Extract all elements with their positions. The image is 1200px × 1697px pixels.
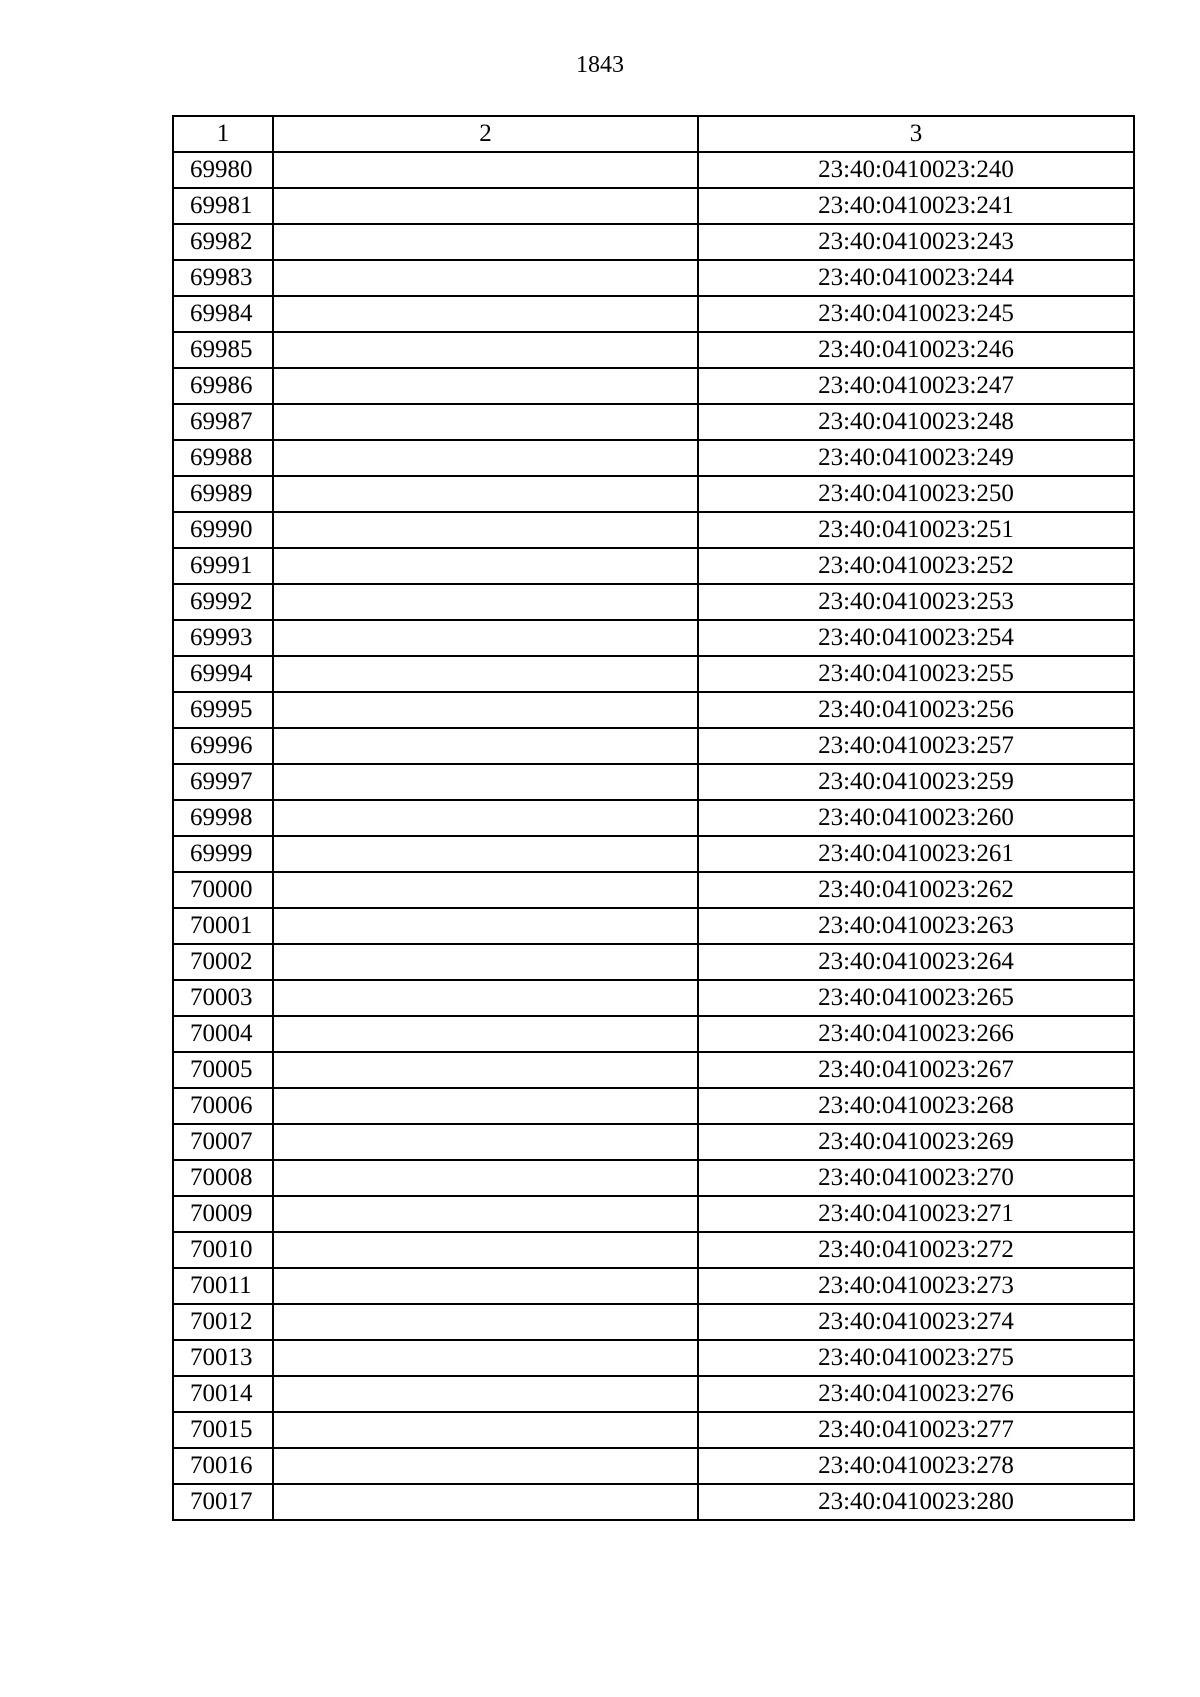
table-cell-col-3: 23:40:0410023:268 xyxy=(698,1088,1134,1124)
table-row xyxy=(173,1232,1134,1268)
table-cell-col-2 xyxy=(273,440,698,476)
table-cell-col-1: 69988 xyxy=(173,440,273,476)
table-cell-col-1: 69981 xyxy=(173,188,273,224)
table-row xyxy=(173,584,1134,620)
table-cell-col-2 xyxy=(273,224,698,260)
table-cell-col-1: 69995 xyxy=(173,692,273,728)
page-number: 1843 xyxy=(576,52,624,78)
table-row xyxy=(173,908,1134,944)
table-cell-col-2 xyxy=(273,944,698,980)
table-row xyxy=(173,152,1134,188)
table-cell-col-3: 23:40:0410023:267 xyxy=(698,1052,1134,1088)
table-cell-col-3: 23:40:0410023:251 xyxy=(698,512,1134,548)
table-cell-col-2 xyxy=(273,1268,698,1304)
table-row xyxy=(173,800,1134,836)
table-row xyxy=(173,764,1134,800)
table-row xyxy=(173,656,1134,692)
table-row xyxy=(173,836,1134,872)
table-cell-col-2 xyxy=(273,152,698,188)
header-cell-3: 3 xyxy=(698,116,1134,152)
table-cell-col-2 xyxy=(273,1484,698,1520)
table-cell-col-1: 69996 xyxy=(173,728,273,764)
header-cell-2: 2 xyxy=(273,116,698,152)
table-row xyxy=(173,692,1134,728)
table-cell-col-3: 23:40:0410023:249 xyxy=(698,440,1134,476)
table-cell-col-2 xyxy=(273,1412,698,1448)
table-cell-col-3: 23:40:0410023:254 xyxy=(698,620,1134,656)
table-cell-col-1: 69991 xyxy=(173,548,273,584)
table-cell-col-3: 23:40:0410023:266 xyxy=(698,1016,1134,1052)
table-cell-col-1: 69993 xyxy=(173,620,273,656)
table-row xyxy=(173,1448,1134,1484)
table-cell-col-2 xyxy=(273,656,698,692)
table-row xyxy=(173,620,1134,656)
table-row xyxy=(173,980,1134,1016)
table-cell-col-3: 23:40:0410023:275 xyxy=(698,1340,1134,1376)
table-row xyxy=(173,404,1134,440)
table-cell-col-2 xyxy=(273,332,698,368)
table-cell-col-2 xyxy=(273,1340,698,1376)
table-cell-col-3: 23:40:0410023:276 xyxy=(698,1376,1134,1412)
table-cell-col-1: 69984 xyxy=(173,296,273,332)
table-cell-col-2 xyxy=(273,188,698,224)
table-row xyxy=(173,1268,1134,1304)
table-cell-col-2 xyxy=(273,1376,698,1412)
table-cell-col-1: 70016 xyxy=(173,1448,273,1484)
table-row xyxy=(173,1376,1134,1412)
table-cell-col-3: 23:40:0410023:255 xyxy=(698,656,1134,692)
table-cell-col-3: 23:40:0410023:277 xyxy=(698,1412,1134,1448)
table-cell-col-1: 69985 xyxy=(173,332,273,368)
table-cell-col-3: 23:40:0410023:278 xyxy=(698,1448,1134,1484)
table-cell-col-2 xyxy=(273,728,698,764)
table-cell-col-3: 23:40:0410023:262 xyxy=(698,872,1134,908)
table-cell-col-3: 23:40:0410023:240 xyxy=(698,152,1134,188)
table-cell-col-2 xyxy=(273,260,698,296)
table-row xyxy=(173,260,1134,296)
table-cell-col-1: 69980 xyxy=(173,152,273,188)
table-cell-col-2 xyxy=(273,1052,698,1088)
table-row xyxy=(173,332,1134,368)
table-cell-col-3: 23:40:0410023:243 xyxy=(698,224,1134,260)
table-cell-col-2 xyxy=(273,548,698,584)
table-cell-col-3: 23:40:0410023:241 xyxy=(698,188,1134,224)
table-cell-col-2 xyxy=(273,764,698,800)
table-cell-col-2 xyxy=(273,296,698,332)
table-row xyxy=(173,1196,1134,1232)
header-cell-1: 1 xyxy=(173,116,273,152)
table-cell-col-2 xyxy=(273,836,698,872)
table-cell-col-3: 23:40:0410023:263 xyxy=(698,908,1134,944)
table-cell-col-1: 70007 xyxy=(173,1124,273,1160)
table-cell-col-3: 23:40:0410023:280 xyxy=(698,1484,1134,1520)
table-row xyxy=(173,1484,1134,1520)
table-cell-col-3: 23:40:0410023:271 xyxy=(698,1196,1134,1232)
table-cell-col-3: 23:40:0410023:264 xyxy=(698,944,1134,980)
table-body xyxy=(173,152,1134,1520)
table-cell-col-3: 23:40:0410023:260 xyxy=(698,800,1134,836)
table-cell-col-2 xyxy=(273,908,698,944)
table-cell-col-2 xyxy=(273,1232,698,1268)
table-row xyxy=(173,548,1134,584)
table-cell-col-1: 70001 xyxy=(173,908,273,944)
table-row xyxy=(173,512,1134,548)
table-cell-col-2 xyxy=(273,476,698,512)
table-cell-col-1: 70011 xyxy=(173,1268,273,1304)
table-cell-col-3: 23:40:0410023:246 xyxy=(698,332,1134,368)
table-cell-col-3: 23:40:0410023:272 xyxy=(698,1232,1134,1268)
table-row xyxy=(173,1340,1134,1376)
table-cell-col-3: 23:40:0410023:253 xyxy=(698,584,1134,620)
table-cell-col-2 xyxy=(273,404,698,440)
table-cell-col-3: 23:40:0410023:250 xyxy=(698,476,1134,512)
table-cell-col-1: 70006 xyxy=(173,1088,273,1124)
table-cell-col-1: 69990 xyxy=(173,512,273,548)
table-cell-col-1: 70008 xyxy=(173,1160,273,1196)
table-cell-col-3: 23:40:0410023:274 xyxy=(698,1304,1134,1340)
table-row xyxy=(173,1160,1134,1196)
table-cell-col-3: 23:40:0410023:259 xyxy=(698,764,1134,800)
table-cell-col-2 xyxy=(273,800,698,836)
table-cell-col-2 xyxy=(273,692,698,728)
table-cell-col-2 xyxy=(273,584,698,620)
table-cell-col-3: 23:40:0410023:248 xyxy=(698,404,1134,440)
table-cell-col-1: 69987 xyxy=(173,404,273,440)
table-row xyxy=(173,224,1134,260)
header-row xyxy=(173,116,1134,152)
table-cell-col-2 xyxy=(273,1160,698,1196)
table-cell-col-3: 23:40:0410023:247 xyxy=(698,368,1134,404)
table-cell-col-2 xyxy=(273,620,698,656)
table-cell-col-1: 70003 xyxy=(173,980,273,1016)
data-table xyxy=(172,115,1135,1521)
table-row xyxy=(173,1016,1134,1052)
table-cell-col-3: 23:40:0410023:269 xyxy=(698,1124,1134,1160)
table-cell-col-1: 69992 xyxy=(173,584,273,620)
table-cell-col-2 xyxy=(273,872,698,908)
table-cell-col-3: 23:40:0410023:261 xyxy=(698,836,1134,872)
table-cell-col-3: 23:40:0410023:270 xyxy=(698,1160,1134,1196)
table-cell-col-2 xyxy=(273,1124,698,1160)
table-cell-col-2 xyxy=(273,1304,698,1340)
table-cell-col-3: 23:40:0410023:265 xyxy=(698,980,1134,1016)
table-row xyxy=(173,368,1134,404)
table-row xyxy=(173,440,1134,476)
table-row xyxy=(173,1088,1134,1124)
table-cell-col-3: 23:40:0410023:244 xyxy=(698,260,1134,296)
table-cell-col-1: 69986 xyxy=(173,368,273,404)
table-cell-col-2 xyxy=(273,1088,698,1124)
table-row xyxy=(173,1412,1134,1448)
table-row xyxy=(173,296,1134,332)
table-cell-col-3: 23:40:0410023:256 xyxy=(698,692,1134,728)
table-cell-col-2 xyxy=(273,1196,698,1232)
table-header xyxy=(173,116,1134,152)
table-cell-col-2 xyxy=(273,1016,698,1052)
table-cell-col-1: 69999 xyxy=(173,836,273,872)
table-cell-col-1: 70009 xyxy=(173,1196,273,1232)
table-cell-col-2 xyxy=(273,980,698,1016)
table-row xyxy=(173,1304,1134,1340)
table-cell-col-3: 23:40:0410023:257 xyxy=(698,728,1134,764)
table-cell-col-1: 70004 xyxy=(173,1016,273,1052)
table-cell-col-3: 23:40:0410023:273 xyxy=(698,1268,1134,1304)
table-cell-col-1: 70015 xyxy=(173,1412,273,1448)
table-cell-col-1: 69989 xyxy=(173,476,273,512)
table-cell-col-1: 70012 xyxy=(173,1304,273,1340)
table-cell-col-1: 70000 xyxy=(173,872,273,908)
table-cell-col-1: 69983 xyxy=(173,260,273,296)
table-row xyxy=(173,188,1134,224)
table-row xyxy=(173,1052,1134,1088)
table-cell-col-2 xyxy=(273,368,698,404)
table-cell-col-1: 69998 xyxy=(173,800,273,836)
table-cell-col-1: 69994 xyxy=(173,656,273,692)
table-row xyxy=(173,872,1134,908)
table-row xyxy=(173,944,1134,980)
table-cell-col-3: 23:40:0410023:252 xyxy=(698,548,1134,584)
table-cell-col-2 xyxy=(273,1448,698,1484)
table-cell-col-1: 69982 xyxy=(173,224,273,260)
table-cell-col-1: 70010 xyxy=(173,1232,273,1268)
table-row xyxy=(173,1124,1134,1160)
table-row xyxy=(173,476,1134,512)
table-row xyxy=(173,728,1134,764)
table-cell-col-1: 70005 xyxy=(173,1052,273,1088)
table-cell-col-2 xyxy=(273,512,698,548)
table-cell-col-3: 23:40:0410023:245 xyxy=(698,296,1134,332)
table-cell-col-1: 70013 xyxy=(173,1340,273,1376)
table-cell-col-1: 70017 xyxy=(173,1484,273,1520)
table-cell-col-1: 70002 xyxy=(173,944,273,980)
table-cell-col-1: 70014 xyxy=(173,1376,273,1412)
table-cell-col-1: 69997 xyxy=(173,764,273,800)
